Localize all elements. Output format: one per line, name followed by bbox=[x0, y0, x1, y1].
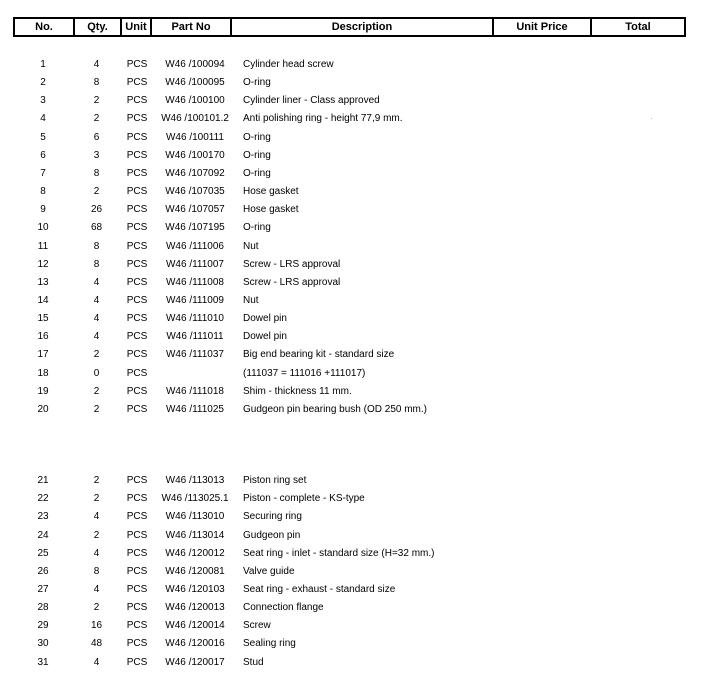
row-unit: PCS bbox=[126, 149, 148, 161]
row-description: Valve guide bbox=[243, 565, 295, 577]
row-no: 19 bbox=[37, 385, 49, 397]
row-qty: 2 bbox=[93, 95, 100, 107]
row-part-no: W46 /111010 bbox=[165, 313, 224, 325]
row-part-no: W46 /113013 bbox=[165, 475, 225, 486]
row-description: Big end bearing kit - standard size bbox=[243, 349, 395, 361]
row-no: 13 bbox=[37, 276, 49, 288]
row-no: 1 bbox=[40, 59, 46, 70]
row-no: 29 bbox=[37, 620, 49, 632]
row-qty: 2 bbox=[93, 186, 100, 197]
row-part-no: W46 /111025 bbox=[165, 403, 224, 415]
row-qty: 2 bbox=[93, 403, 100, 415]
row-qty: 4 bbox=[93, 294, 100, 306]
row-qty: 8 bbox=[93, 240, 100, 252]
row-no: 17 bbox=[37, 349, 49, 361]
row-no: 2 bbox=[40, 77, 46, 89]
row-description: (111037 = 111016 +111017) bbox=[243, 367, 366, 379]
row-qty: 2 bbox=[93, 529, 100, 541]
row-qty: 6 bbox=[93, 131, 100, 143]
table-row bbox=[0, 563, 706, 581]
row-part-no: W46 /111018 bbox=[165, 385, 224, 397]
row-part-no: W46 /111009 bbox=[165, 294, 224, 306]
row-description: Seat ring - inlet - standard size (H=32 mm.) bbox=[243, 547, 435, 559]
row-no: 31 bbox=[37, 656, 49, 668]
row-part-no: W46 /120103 bbox=[165, 583, 225, 595]
table-row bbox=[0, 328, 706, 346]
row-unit: PCS bbox=[126, 529, 148, 541]
row-unit: PCS bbox=[126, 77, 148, 89]
row-qty: 8 bbox=[93, 258, 100, 270]
row-no: 23 bbox=[37, 511, 49, 523]
row-description: Gudgeon pin bbox=[243, 529, 301, 541]
header-unit: Unit bbox=[122, 19, 152, 35]
table-row bbox=[0, 219, 706, 237]
row-unit: PCS bbox=[126, 475, 148, 486]
row-qty: 8 bbox=[93, 77, 100, 89]
table-row bbox=[0, 74, 706, 92]
row-unit: PCS bbox=[126, 547, 148, 559]
row-no: 3 bbox=[40, 95, 46, 107]
row-qty: 8 bbox=[93, 167, 100, 179]
row-part-no: W46 /120017 bbox=[165, 656, 225, 668]
row-no: 28 bbox=[37, 602, 49, 613]
row-part-no: W46 /100094 bbox=[165, 59, 225, 70]
row-unit: PCS bbox=[126, 602, 148, 613]
row-no: 10 bbox=[37, 222, 49, 234]
row-no: 27 bbox=[37, 583, 49, 595]
row-part-no: W46 /120012 bbox=[165, 547, 225, 559]
row-description: Piston ring set bbox=[243, 475, 307, 486]
row-unit: PCS bbox=[126, 367, 148, 379]
row-part-no: W46 /113010 bbox=[165, 511, 225, 523]
table-row bbox=[0, 508, 706, 526]
header-qty: Qty. bbox=[75, 19, 122, 35]
row-description: Piston - complete - KS-type bbox=[243, 493, 365, 505]
table-row bbox=[0, 490, 706, 508]
row-description: O-ring bbox=[243, 149, 271, 161]
row-description: Nut bbox=[243, 240, 259, 252]
row-description: O-ring bbox=[243, 77, 271, 89]
row-description: O-ring bbox=[243, 131, 271, 143]
row-part-no: W46 /107057 bbox=[165, 204, 225, 216]
row-qty: 4 bbox=[93, 313, 100, 325]
row-description: O-ring bbox=[243, 167, 271, 179]
row-description: Cylinder head screw bbox=[243, 59, 334, 70]
row-description: Sealing ring bbox=[243, 638, 296, 650]
row-description: Anti polishing ring - height 77,9 mm. bbox=[243, 113, 403, 125]
row-unit: PCS bbox=[126, 385, 148, 397]
row-qty: 4 bbox=[93, 331, 100, 343]
row-qty: 48 bbox=[90, 638, 103, 650]
row-unit: PCS bbox=[126, 276, 148, 288]
row-description: O-ring bbox=[243, 222, 271, 234]
row-no: 5 bbox=[40, 131, 46, 143]
row-qty: 4 bbox=[93, 547, 100, 559]
table-row bbox=[0, 110, 706, 128]
row-no: 11 bbox=[37, 240, 49, 252]
table-row bbox=[0, 92, 706, 110]
row-part-no: W46 /111037 bbox=[165, 349, 224, 361]
row-no: 9 bbox=[40, 204, 46, 216]
table-row bbox=[0, 147, 706, 165]
table-row bbox=[0, 365, 706, 383]
row-qty: 3 bbox=[93, 149, 100, 161]
row-qty: 2 bbox=[93, 113, 100, 125]
row-description: Seat ring - exhaust - standard size bbox=[243, 583, 396, 595]
row-unit: PCS bbox=[126, 186, 148, 197]
table-row bbox=[0, 472, 706, 490]
row-qty: 68 bbox=[90, 222, 103, 234]
row-no: 4 bbox=[40, 113, 46, 125]
row-unit: PCS bbox=[126, 167, 148, 179]
row-no: 22 bbox=[37, 493, 49, 505]
row-part-no: W46 /113014 bbox=[165, 529, 225, 541]
table-row bbox=[0, 56, 706, 74]
row-description: Gudgeon pin bearing bush (OD 250 mm.) bbox=[243, 403, 427, 415]
row-no: 14 bbox=[37, 294, 49, 306]
row-unit: PCS bbox=[126, 131, 148, 143]
row-qty: 8 bbox=[93, 565, 100, 577]
table-row bbox=[0, 183, 706, 201]
row-part-no: W46 /107035 bbox=[165, 186, 225, 197]
row-no: 18 bbox=[37, 367, 49, 379]
row-qty: 2 bbox=[93, 475, 100, 486]
row-description: Screw - LRS approval bbox=[243, 258, 341, 270]
row-qty: 4 bbox=[93, 276, 100, 288]
row-part-no: W46 /111008 bbox=[165, 276, 224, 288]
table-row bbox=[0, 635, 706, 653]
row-part-no: W46 /120014 bbox=[165, 620, 225, 632]
row-qty: 4 bbox=[93, 511, 100, 523]
header-description: Description bbox=[232, 19, 494, 35]
row-unit: PCS bbox=[126, 638, 148, 650]
row-unit: PCS bbox=[126, 95, 148, 107]
row-unit: PCS bbox=[126, 113, 148, 125]
row-no: 6 bbox=[40, 149, 46, 161]
row-no: 21 bbox=[37, 475, 49, 486]
row-unit: PCS bbox=[126, 511, 148, 523]
row-unit: PCS bbox=[126, 656, 148, 668]
row-unit: PCS bbox=[126, 294, 148, 306]
header-no: No. bbox=[15, 19, 75, 35]
row-description: Screw bbox=[243, 620, 271, 632]
row-no: 8 bbox=[40, 186, 46, 197]
row-unit: PCS bbox=[126, 349, 148, 361]
table-row bbox=[0, 346, 706, 364]
table-row bbox=[0, 545, 706, 563]
table-row bbox=[0, 401, 706, 419]
row-part-no: W46 /120081 bbox=[165, 565, 225, 577]
row-no: 15 bbox=[37, 313, 49, 325]
row-unit: PCS bbox=[126, 222, 148, 234]
row-part-no: W46 /100101.2 bbox=[161, 113, 229, 125]
table-row bbox=[0, 256, 706, 274]
row-part-no: W46 /100111 bbox=[165, 131, 224, 143]
row-description: Screw - LRS approval bbox=[243, 276, 341, 288]
table-row bbox=[0, 129, 706, 147]
row-no: 24 bbox=[37, 529, 49, 541]
table-row bbox=[0, 383, 706, 401]
row-unit: PCS bbox=[126, 565, 148, 577]
row-qty: 0 bbox=[93, 367, 100, 379]
row-unit: PCS bbox=[126, 403, 148, 415]
row-qty: 2 bbox=[93, 349, 100, 361]
row-qty: 4 bbox=[93, 59, 100, 70]
row-description: Securing ring bbox=[243, 511, 302, 523]
row-description: Cylinder liner - Class approved bbox=[243, 95, 380, 107]
table-row bbox=[0, 599, 706, 617]
row-qty: 2 bbox=[93, 493, 100, 505]
row-part-no: W46 /107195 bbox=[165, 222, 225, 234]
header-part-no: Part No bbox=[152, 19, 232, 35]
row-unit: PCS bbox=[126, 59, 148, 70]
row-qty: 2 bbox=[93, 602, 100, 613]
row-description: Dowel pin bbox=[243, 313, 287, 325]
row-qty: 4 bbox=[93, 583, 100, 595]
header-unit-price: Unit Price bbox=[494, 19, 592, 35]
row-description: Hose gasket bbox=[243, 186, 299, 197]
row-qty: 16 bbox=[90, 620, 103, 632]
table-row bbox=[0, 654, 706, 672]
row-part-no: W46 /100095 bbox=[165, 77, 225, 89]
row-qty: 26 bbox=[90, 204, 103, 216]
row-part-no: W46 /120013 bbox=[165, 602, 225, 613]
row-part-no: W46 /111007 bbox=[165, 258, 224, 270]
row-part-no: W46 /100170 bbox=[165, 149, 225, 161]
row-unit: PCS bbox=[126, 583, 148, 595]
row-no: 7 bbox=[40, 167, 46, 179]
row-description: Hose gasket bbox=[243, 204, 299, 216]
row-unit: PCS bbox=[126, 620, 148, 632]
row-part-no: W46 /100100 bbox=[165, 95, 225, 107]
row-description: Dowel pin bbox=[243, 331, 287, 343]
scan-speck bbox=[651, 118, 652, 119]
row-unit: PCS bbox=[126, 493, 148, 505]
row-no: 25 bbox=[37, 547, 49, 559]
row-part-no: W46 /111011 bbox=[166, 331, 224, 343]
table-row bbox=[0, 617, 706, 635]
row-unit: PCS bbox=[126, 331, 148, 343]
row-description: Connection flange bbox=[243, 602, 324, 613]
row-unit: PCS bbox=[126, 313, 148, 325]
row-qty: 4 bbox=[93, 656, 100, 668]
row-unit: PCS bbox=[126, 204, 148, 216]
row-no: 26 bbox=[37, 565, 49, 577]
table-row bbox=[0, 201, 706, 219]
row-no: 30 bbox=[37, 638, 49, 650]
table-row bbox=[0, 292, 706, 310]
row-qty: 2 bbox=[93, 385, 100, 397]
row-no: 20 bbox=[37, 403, 49, 415]
row-description: Nut bbox=[243, 294, 259, 306]
table-row bbox=[0, 310, 706, 328]
row-no: 16 bbox=[37, 331, 49, 343]
header-total: Total bbox=[625, 21, 651, 33]
table-row bbox=[0, 581, 706, 599]
row-part-no: W46 /107092 bbox=[165, 167, 225, 179]
table-row bbox=[0, 274, 706, 292]
table-row bbox=[0, 238, 706, 256]
row-part-no: W46 /120016 bbox=[165, 638, 225, 650]
row-part-no: W46 /113025.1 bbox=[161, 493, 229, 505]
row-description: Shim - thickness 11 mm. bbox=[243, 385, 352, 397]
row-description: Stud bbox=[243, 656, 264, 668]
row-no: 12 bbox=[37, 258, 49, 270]
row-unit: PCS bbox=[126, 240, 148, 252]
row-part-no: W46 /111006 bbox=[165, 240, 224, 252]
table-row bbox=[0, 165, 706, 183]
table-row bbox=[0, 527, 706, 545]
row-unit: PCS bbox=[126, 258, 148, 270]
